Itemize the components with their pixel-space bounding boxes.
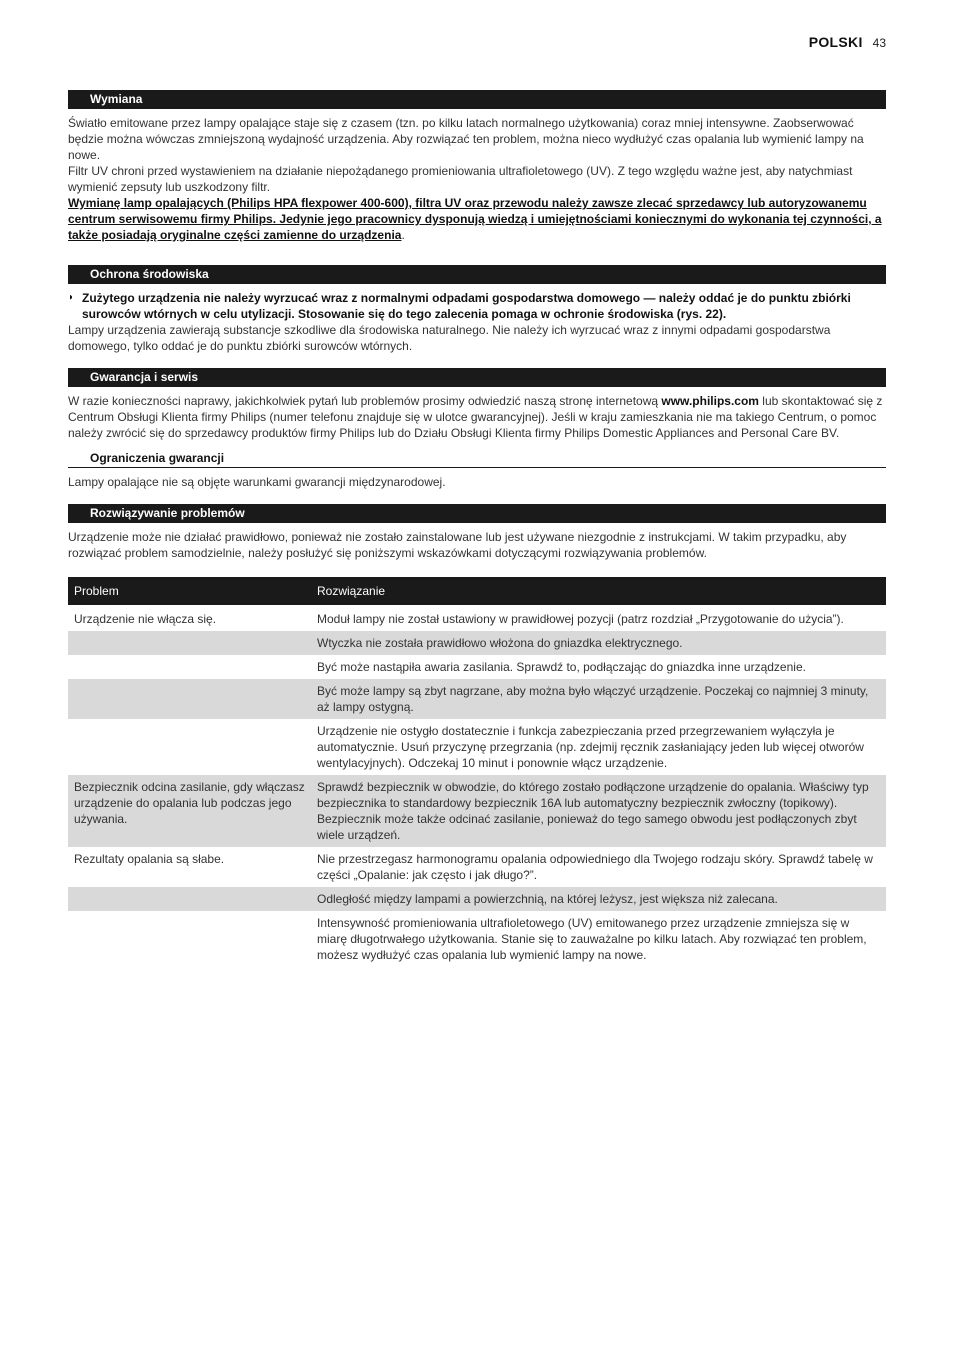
- section-heading-problemy: Rozwiązywanie problemów: [68, 504, 886, 523]
- page-header: [809, 34, 886, 50]
- problem-cell: [68, 887, 311, 911]
- problem-cell: Urządzenie nie włącza się.: [74, 612, 217, 626]
- table-row: [68, 631, 886, 655]
- page-content: [68, 90, 886, 967]
- ochrona-paragraph: Lampy urządzenia zawierają substancje szkodliwe dla środowiska naturalnego. Nie należy ich wyrzucać wraz z innymi odpadami gospodarstwa domowego, tylko oddać je do punktu zbiórki surowców wtórnych.: [68, 323, 831, 353]
- solution-cell: Intensywność promieniowania ultrafioletowego (UV) emitowanego przez urządzenie zmniejsza się w miarę długotrwałego użytkowania. Stanie się to zauważalne po kilku latach. Aby rozwiązać ten problem, możesz wydłużyć czas opalania lub wymienić lampy na nowe.: [317, 916, 867, 962]
- solution-cell: Nie przestrzegasz harmonogramu opalania odpowiedniego dla Twojego rodzaju skóry. Sprawdź tabelę w części „Opalanie: jak często i jak długo?”.: [317, 852, 873, 882]
- table-row: [68, 655, 886, 679]
- problem-cell: [68, 631, 311, 655]
- philips-website-link[interactable]: www.philips.com: [661, 394, 759, 408]
- subsection-heading-ograniczenia: Ograniczenia gwarancji: [68, 449, 886, 468]
- section-heading-ochrona: Ochrona środowiska: [68, 265, 886, 284]
- table-row: [68, 775, 886, 847]
- column-header-problem: Problem: [68, 577, 311, 605]
- wymiana-paragraph-2: Filtr UV chroni przed wystawieniem na działanie niepożądanego promieniowania ultrafioletowego (UV). Z tego względu ważne jest, aby natychmiast wymienić zepsuty lub uszkodzony filtr.: [68, 164, 853, 194]
- solution-cell: Moduł lampy nie został ustawiony w prawidłowej pozycji (patrz rozdział „Przygotowanie do użycia”).: [317, 612, 844, 626]
- ochrona-bullet-item: [68, 290, 886, 322]
- bullet-icon: ◗: [68, 292, 75, 303]
- solution-cell: Być może nastąpiła awaria zasilania. Sprawdź to, podłączając do gniazdka inne urządzenie.: [317, 660, 806, 674]
- troubleshooting-table: [68, 577, 886, 967]
- problem-cell: [68, 911, 311, 967]
- ochrona-bullet-text: Zużytego urządzenia nie należy wyrzucać wraz z normalnymi odpadami gospodarstwa domowego — należy oddać je do punktu zbiórki surowców wtórnych w celu utylizacji. Stosowanie się do tego zalecenia pomaga w ochronie środowiska (rys. 22).: [82, 291, 851, 321]
- table-row: [68, 847, 886, 887]
- page-number: 43: [872, 36, 886, 50]
- solution-cell: Wtyczka nie została prawidłowo włożona do gniazdka elektrycznego.: [311, 631, 886, 655]
- solution-cell: Odległość między lampami a powierzchnią, na której leżysz, jest większa niż zalecana.: [311, 887, 886, 911]
- table-row: [68, 911, 886, 967]
- table-row: [68, 679, 886, 719]
- wymiana-paragraph-3: Wymianę lamp opalających (Philips HPA flexpower 400-600), filtra UV oraz przewodu należy zawsze zlecać sprzedawcy lub autoryzowanemu centrum serwisowemu firmy Philips. Jedynie jego pracownicy dysponują wiedzą i umiejętnościami koniecznymi do wykonania tej czynności, a także posiadają oryginalne części zamienne do urządzenia.: [68, 196, 882, 242]
- solution-cell: Urządzenie nie ostygło dostatecznie i funkcja zabezpieczania przed przegrzewaniem wyłączyła je automatycznie. Usuń przyczynę przegrzania (np. zdejmij ręcznik zasłaniający jeden lub więcej otworów wentylacyjnych). Odczekaj 10 minut i ponownie włącz urządzenie.: [317, 724, 864, 770]
- wymiana-paragraph-1: Światło emitowane przez lampy opalające staje się z czasem (tzn. po kilku latach normalnego użytkowania) coraz mniej intensywne. Zaobserwować będzie można wówczas zmniejszoną wydajność urządzenia. Aby rozwiązać ten problem, można nieco wydłużyć czas opalania lub wymienić lampy na nowe.: [68, 116, 864, 162]
- problem-cell: Bezpiecznik odcina zasilanie, gdy włączasz urządzenie do opalania lub podczas jego używania.: [68, 775, 311, 847]
- wymiana-warning-text: Wymianę lamp opalających (Philips HPA flexpower 400-600), filtra UV oraz przewodu należy zawsze zlecać sprzedawcy lub autoryzowanemu centrum serwisowemu firmy Philips. Jedynie jego pracownicy dysponują wiedzą i umiejętnościami koniecznymi do wykonania tej czynności, a także posiadają oryginalne części zamienne do urządzenia: [68, 196, 882, 242]
- ograniczenia-paragraph: Lampy opalające nie są objęte warunkami gwarancji międzynarodowej.: [68, 475, 446, 489]
- language-label: POLSKI: [808, 34, 863, 50]
- solution-cell: Sprawdź bezpiecznik w obwodzie, do którego zostało podłączone urządzenie do opalania. Właściwy typ bezpiecznika to standardowy bezpiecznik 16A lub automatyczny bezpiecznik zwłoczny (topikowy). Bezpiecznik może także odcinać zasilanie, ponieważ do tego samego obwodu jest podłączonych zbyt wiele urządzeń.: [311, 775, 886, 847]
- solution-cell: Być może lampy są zbyt nagrzane, aby można było włączyć urządzenie. Poczekaj co najmniej 3 minuty, aż lampy ostygną.: [311, 679, 886, 719]
- column-header-solution: Rozwiązanie: [311, 577, 886, 605]
- table-header-row: [68, 577, 886, 605]
- section-heading-wymiana: Wymiana: [68, 90, 886, 109]
- table-row: [68, 605, 886, 631]
- problem-cell: Rezultaty opalania są słabe.: [74, 852, 225, 866]
- gwarancja-paragraph: W razie konieczności naprawy, jakichkolwiek pytań lub problemów prosimy odwiedzić naszą stronę internetową www.philips.com lub skontaktować się z Centrum Obsługi Klienta firmy Philips (numer telefonu znajduje się w ulotce gwarancyjnej). Jeśli w kraju zamieszkania nie ma takiego Centrum, o pomoc należy zwrócić się do sprzedawcy produktów firmy Philips lub do Działu Obsługi Klienta firmy Philips Domestic Appliances and Personal Care BV.: [68, 394, 883, 440]
- section-heading-gwarancja: Gwarancja i serwis: [68, 368, 886, 387]
- problem-cell: [68, 719, 311, 775]
- table-row: [68, 887, 886, 911]
- table-row: [68, 719, 886, 775]
- problem-cell: [68, 679, 311, 719]
- problemy-intro: Urządzenie może nie działać prawidłowo, ponieważ nie zostało zainstalowane lub jest używane niezgodnie z instrukcjami. W takim przypadku, aby rozwiązać problem samodzielnie, należy posłużyć się poniższymi wskazówkami dotyczącymi rozwiązywania problemów.: [68, 530, 847, 560]
- problem-cell: [68, 655, 311, 679]
